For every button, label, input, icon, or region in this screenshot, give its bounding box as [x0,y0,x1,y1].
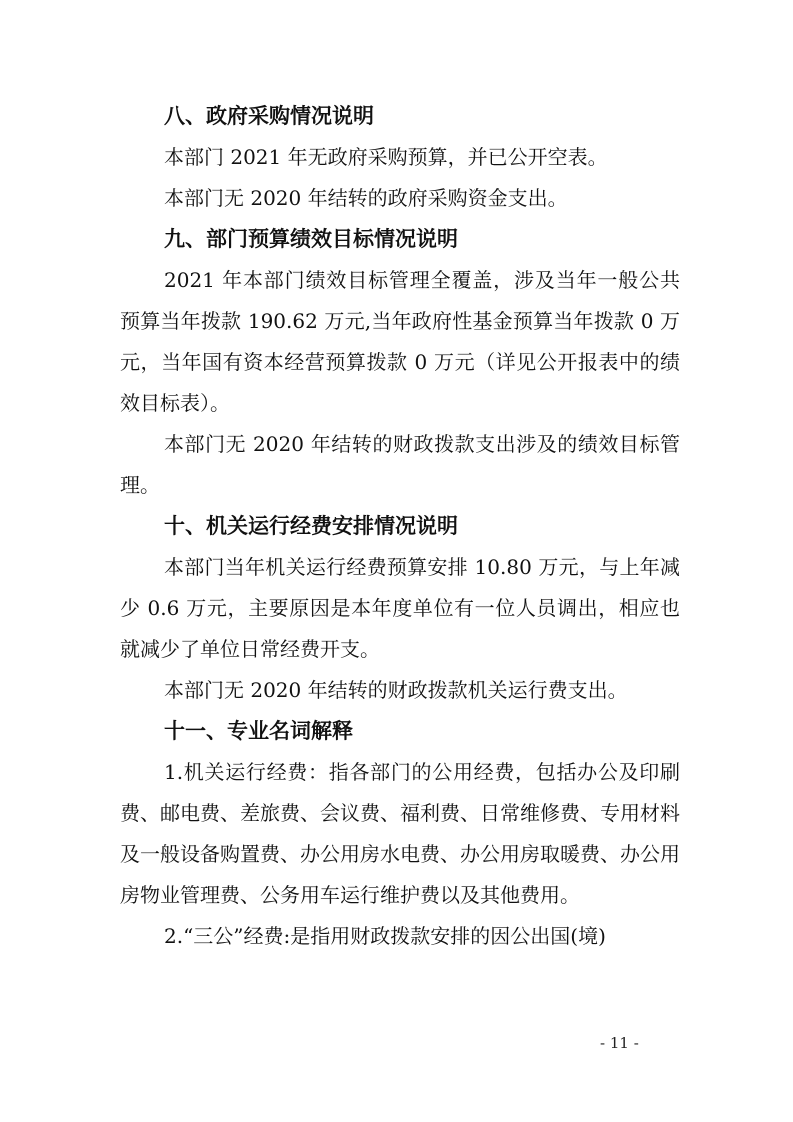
page-number: - 11 - [600,1034,639,1052]
document-body [120,96,680,957]
paragraph: 1.机关运行经费：指各部门的公用经费，包括办公及印刷费、邮电费、差旅费、会议费、福利费、日常维修费、专用材料及一般设备购置费、办公用房水电费、办公用房取暖费、办公用房物业管理费、公务用车运行维护费以及其他费用。 [120,760,680,907]
section-glossary [120,711,680,957]
paragraph: 本部门无 2020 年结转的财政拨款机关运行费支出。 [164,678,628,702]
section-operating-expenses [120,506,680,711]
section-government-procurement [120,96,680,219]
paragraph: 本部门无 2020 年结转的财政拨款支出涉及的绩效目标管理。 [120,432,680,497]
section-heading: 九、部门预算绩效目标情况说明 [164,227,458,251]
section-heading: 十一、专业名词解释 [164,719,353,743]
section-performance-goals [120,219,680,506]
paragraph: 本部门无 2020 年结转的政府采购资金支出。 [164,186,568,210]
paragraph: 2021 年本部门绩效目标管理全覆盖，涉及当年一般公共预算当年拨款 190.62 万元,当年政府性基金预算当年拨款 0 万元，当年国有资本经营预算拨款 0 万元（详见公开报表中的绩效目标表）。 [120,268,680,415]
paragraph: 本部门当年机关运行经费预算安排 10.80 万元，与上年减少 0.6 万元，主要原因是本年度单位有一位人员调出，相应也就减少了单位日常经费开支。 [120,555,680,661]
section-heading: 八、政府采购情况说明 [164,104,374,128]
paragraph: 2.“三公”经费:是指用财政拨款安排的因公出国(境) [164,924,606,948]
section-heading: 十、机关运行经费安排情况说明 [164,514,458,538]
paragraph: 本部门 2021 年无政府采购预算，并已公开空表。 [164,145,608,169]
